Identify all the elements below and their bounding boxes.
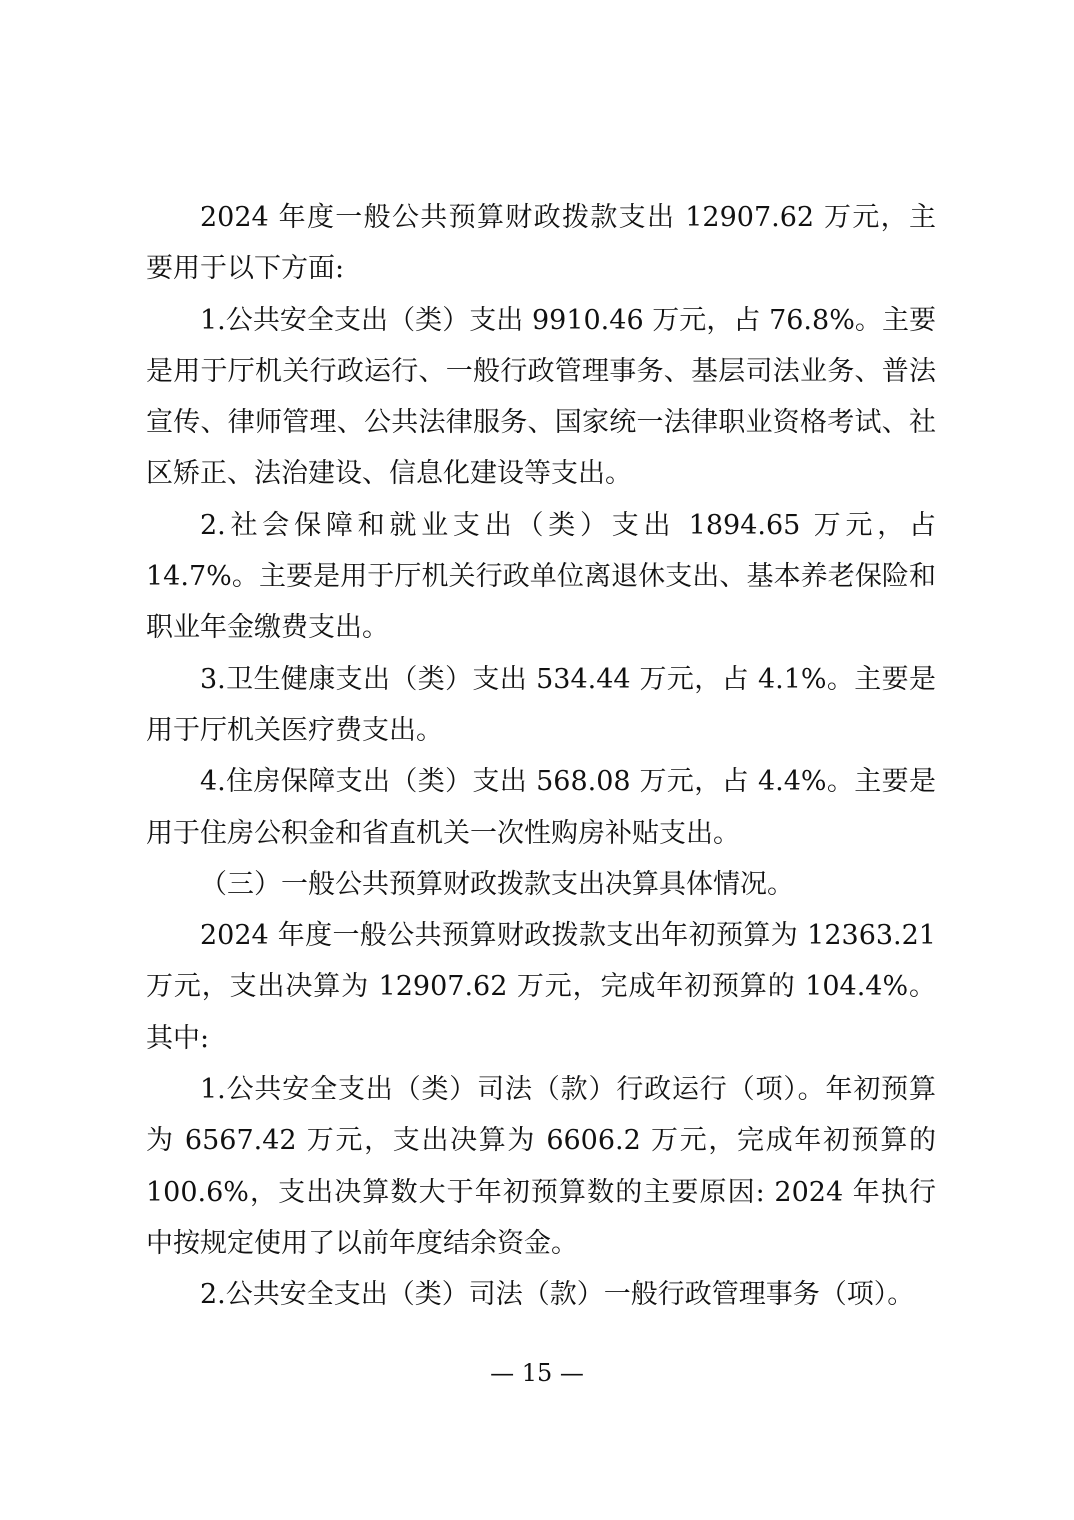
paragraph-budget-overview: 2024 年度一般公共预算财政拨款支出年初预算为 12363.21 万元，支出决算为 12907.62 万元，完成年初预算的 104.4%。其中: [146,920,936,1054]
paragraph-item-admin-operation: 1.公共安全支出（类）司法（款）行政运行（项）。年初预算为 6567.42 万元，支出决算为 6606.2 万元，完成年初预算的 100.6%，支出决算数大于年初预算数的主要原因: 2024 年执行中按规定使用了以前年度结余资金。 [146,1074,936,1259]
paragraph-housing: 4.住房保障支出（类）支出 568.08 万元，占 4.4%。主要是用于住房公积金和省直机关一次性购房补贴支出。 [146,766,936,849]
paragraph-health: 3.卫生健康支出（类）支出 534.44 万元，占 4.1%。主要是用于厅机关医疗费支出。 [146,663,936,746]
document-body [146,192,936,1321]
paragraph-item-general-admin: 2.公共安全支出（类）司法（款）一般行政管理事务（项）。 [200,1279,915,1311]
paragraph-social-security: 2.社会保障和就业支出（类）支出 1894.65 万元，占 14.7%。主要是用于厅机关行政单位离退休支出、基本养老保险和职业年金缴费支出。 [146,509,936,644]
paragraph-expenditure-summary: 2024 年度一般公共预算财政拨款支出 12907.62 万元，主要用于以下方面: [146,202,936,285]
page-number: — 15 — [490,1359,584,1387]
section-heading: （三）一般公共预算财政拨款支出决算具体情况。 [200,868,794,900]
paragraph-public-security: 1.公共安全支出（类）支出 9910.46 万元，占 76.8%。主要是用于厅机关行政运行、一般行政管理事务、基层司法业务、普法宣传、律师管理、公共法律服务、国家统一法律职业资格考试、社区矫正、法治建设、信息化建设等支出。 [146,304,936,490]
